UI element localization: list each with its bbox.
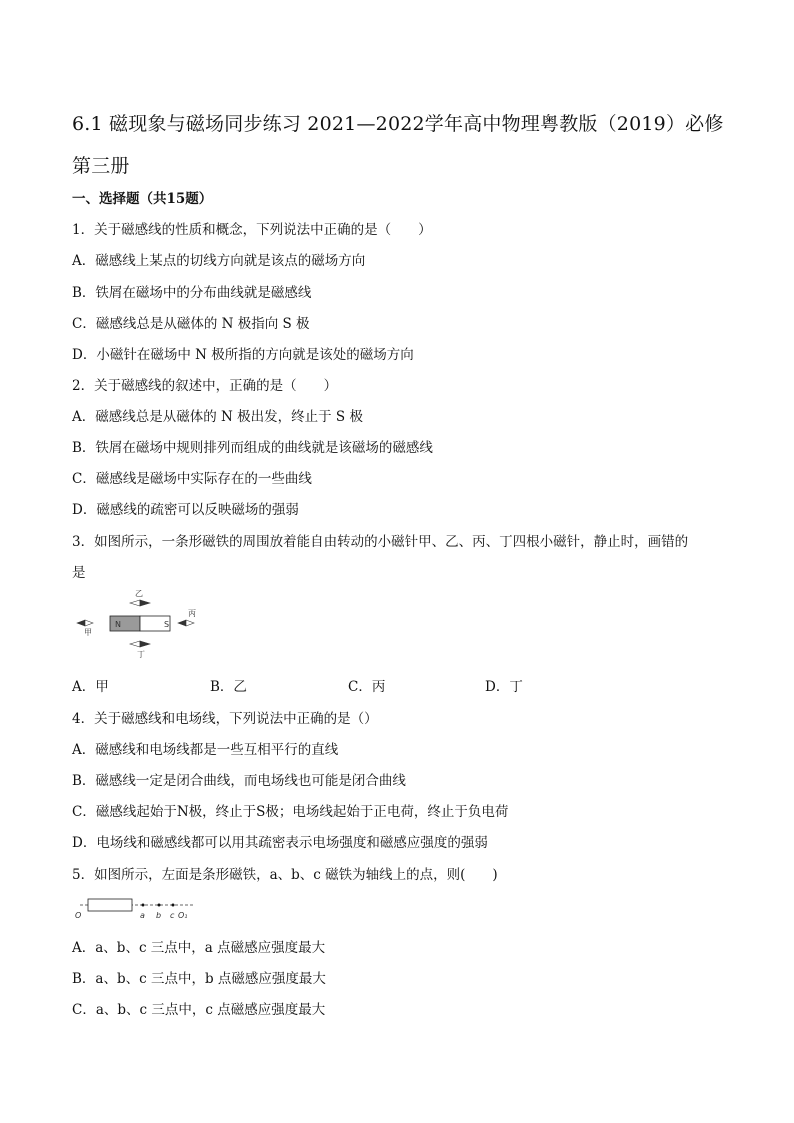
needle-jia-label: 甲	[84, 628, 92, 637]
bar-magnet	[88, 899, 132, 911]
page-title: 6.1 磁现象与磁场同步练习 2021—2022学年高中物理粤教版（2019）必修第三册	[72, 113, 724, 177]
question-3-option-c: C．丙	[348, 679, 386, 695]
question-1-option-d: D．小磁针在磁场中 N 极所指的方向就是该处的磁场方向	[72, 347, 414, 363]
question-5-stem: 5．如图所示，左面是条形磁铁，a、b、c 磁铁为轴线上的点，则( )	[72, 867, 498, 883]
needle-jia-white	[85, 620, 93, 626]
question-4-option-c: C．磁感线起始于N极，终止于S极；电场线起始于正电荷，终止于负电荷	[72, 804, 509, 820]
axis-magnet-figure	[74, 892, 204, 922]
needle-ding-black	[140, 641, 150, 647]
question-1-stem: 1．关于磁感线的性质和概念，下列说法中正确的是（ ）	[72, 222, 432, 238]
bar-magnet-figure	[74, 590, 214, 660]
question-3-stem: 3．如图所示，一条形磁铁的周围放着能自由转动的小磁针甲、乙、丙、丁四根小磁针，静止时，画错的	[72, 534, 689, 550]
question-5-option-c: C．a、b、c 三点中，c 点磁感应强度最大	[72, 1002, 326, 1018]
label-a: a	[140, 911, 145, 920]
needle-yi-label: 乙	[135, 590, 143, 598]
needle-bing-black	[178, 620, 186, 626]
question-3-option-b: B．乙	[210, 679, 247, 695]
section-heading: 一、选择题（共15题）	[72, 191, 213, 207]
question-5-option-b: B．a、b、c 三点中，b 点磁感应强度最大	[72, 971, 326, 987]
needle-yi-black	[140, 600, 150, 606]
question-2-option-c: C．磁感线是磁场中实际存在的一些曲线	[72, 471, 312, 487]
question-4-option-a: A．磁感线和电场线都是一些互相平行的直线	[72, 742, 339, 758]
point-c	[172, 904, 175, 907]
north-label: N	[115, 620, 121, 629]
question-1-option-c: C．磁感线总是从磁体的 N 极指向 S 极	[72, 316, 310, 332]
needle-ding-white	[130, 641, 140, 647]
question-2-option-a: A．磁感线总是从磁体的 N 极出发，终止于 S 极	[72, 409, 363, 425]
question-2-stem: 2．关于磁感线的叙述中，正确的是（ ）	[72, 378, 338, 394]
needle-bing-white	[186, 620, 194, 626]
question-3-stem-cont: 是	[72, 565, 86, 581]
label-c: c	[170, 911, 175, 920]
point-b	[158, 904, 161, 907]
label-o: O	[75, 911, 82, 920]
needle-ding-label: 丁	[137, 650, 145, 659]
point-a	[142, 904, 145, 907]
question-3-option-a: A．甲	[72, 679, 109, 695]
needle-bing-label: 丙	[188, 609, 196, 618]
question-4-option-b: B．磁感线一定是闭合曲线，而电场线也可能是闭合曲线	[72, 773, 406, 789]
question-1-option-a: A．磁感线上某点的切线方向就是该点的磁场方向	[72, 253, 366, 269]
question-2-option-b: B．铁屑在磁场中规则排列而组成的曲线就是该磁场的磁感线	[72, 440, 433, 456]
south-label: S	[164, 620, 170, 629]
label-o1: O₁	[178, 911, 188, 920]
question-1-option-b: B．铁屑在磁场中的分布曲线就是磁感线	[72, 285, 312, 301]
question-3-option-d: D．丁	[485, 679, 523, 695]
question-4-option-d: D．电场线和磁感线都可以用其疏密表示电场强度和磁感应强度的强弱	[72, 835, 488, 851]
label-b: b	[156, 911, 162, 920]
needle-jia-black	[77, 620, 85, 626]
question-4-stem: 4．关于磁感线和电场线，下列说法中正确的是（）	[72, 711, 378, 727]
question-2-option-d: D．磁感线的疏密可以反映磁场的强弱	[72, 502, 299, 518]
question-5-option-a: A．a、b、c 三点中，a 点磁感应强度最大	[72, 940, 326, 956]
needle-yi-white	[130, 600, 140, 606]
